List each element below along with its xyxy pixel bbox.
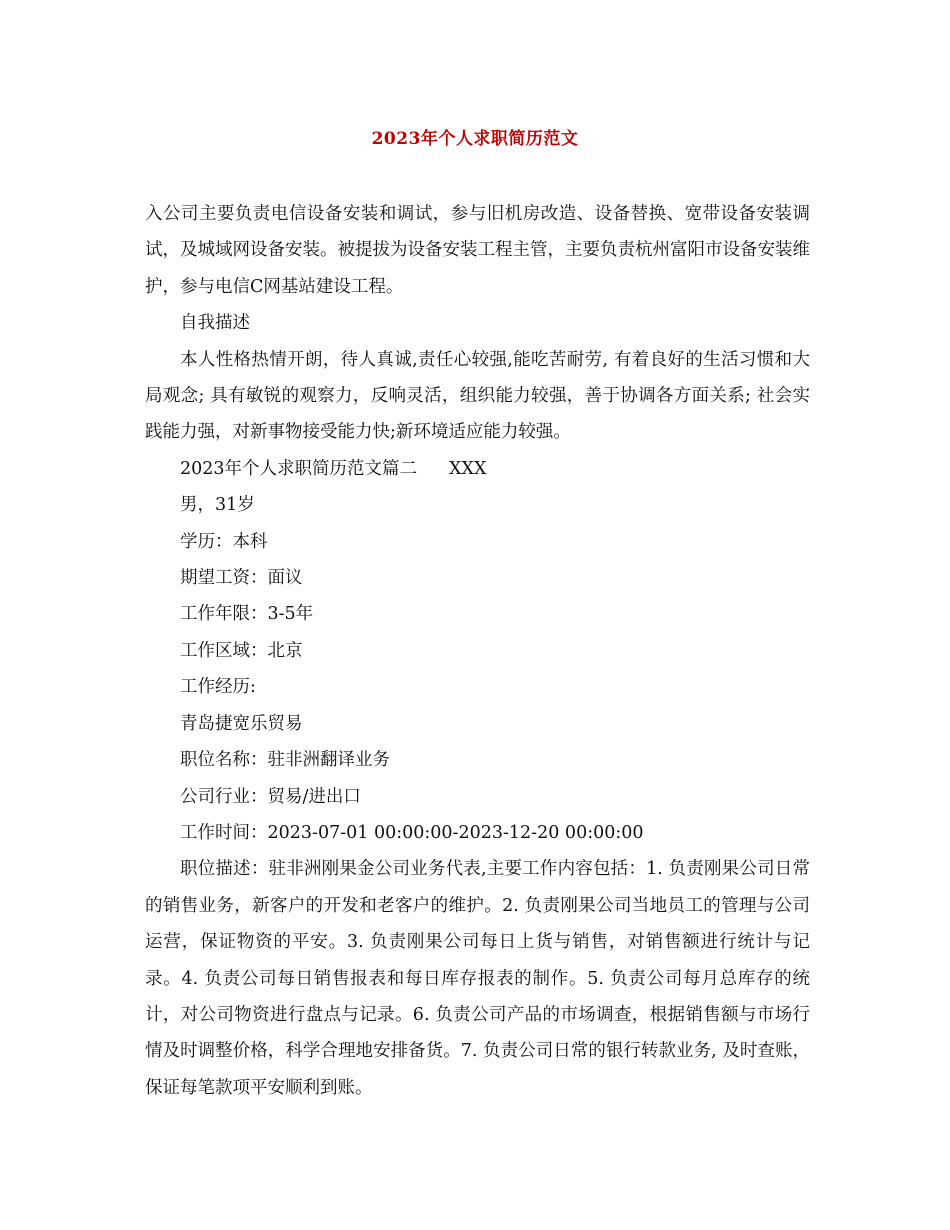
expected-salary: 期望工资：面议 [180,568,303,589]
work-years: 工作年限：3-5年 [180,604,314,625]
work-experience-label: 工作经历: [180,677,256,698]
self-description-heading: 自我描述 [180,313,250,334]
document-body [145,196,810,1106]
work-region: 工作区域：北京 [180,640,303,661]
section2-name: XXX [449,458,487,479]
job-description: 职位描述：驻非洲刚果金公司业务代表,主要工作内容包括：1. 负责刚果公司日常的销售业务，新客户的开发和老客户的维护。2. 负责刚果公司当地员工的管理与公司运营，保证物资的平安。3. 负责刚果公司每日上货与销售，对销售额进行统计与记录。4. 负责公司每日销售报表和每日库存报表的制作。5. 负责公司每月总库存的统计，对公司物资进行盘点与记录。6. 负责公司产品的市场调查，根据销售额与市场行情及时调整价格，科学合理地安排备货。7. 负责公司日常的银行转款业务, 及时查账，保证每笔款项平安顺利到账。 [145,859,810,1098]
paragraph-work-intro: 入公司主要负责电信设备安装和调试，参与旧机房改造、设备替换、宽带设备安装调试，及城域网设备安装。被提拔为设备安装工程主管，主要负责杭州富阳市设备安装维护，参与电信C网基站建设工程。 [145,204,810,297]
section2-title: 2023年个人求职简历范文篇二 [180,458,418,479]
gender-age: 男，31岁 [180,495,255,516]
self-description-text: 本人性格热情开朗，待人真诚,责任心较强,能吃苦耐劳, 有着良好的生活习惯和大局观念; 具有敏锐的观察力，反响灵活，组织能力较强，善于协调各方面关系; 社会实践能力强，对新事物接受能力快;新环境适应能力较强。 [145,349,810,443]
section2-heading-line [145,451,810,487]
position-name: 职位名称：驻非洲翻译业务 [180,750,390,771]
page-title: 2023年个人求职简历范文 [371,129,579,149]
company-industry: 公司行业：贸易/进出口 [180,786,361,807]
company-name: 青岛捷宽乐贸易 [180,713,303,734]
work-time: 工作时间：2023-07-01 00:00:00-2023-12-20 00:00:00 [180,822,644,843]
education: 学历：本科 [180,531,268,552]
